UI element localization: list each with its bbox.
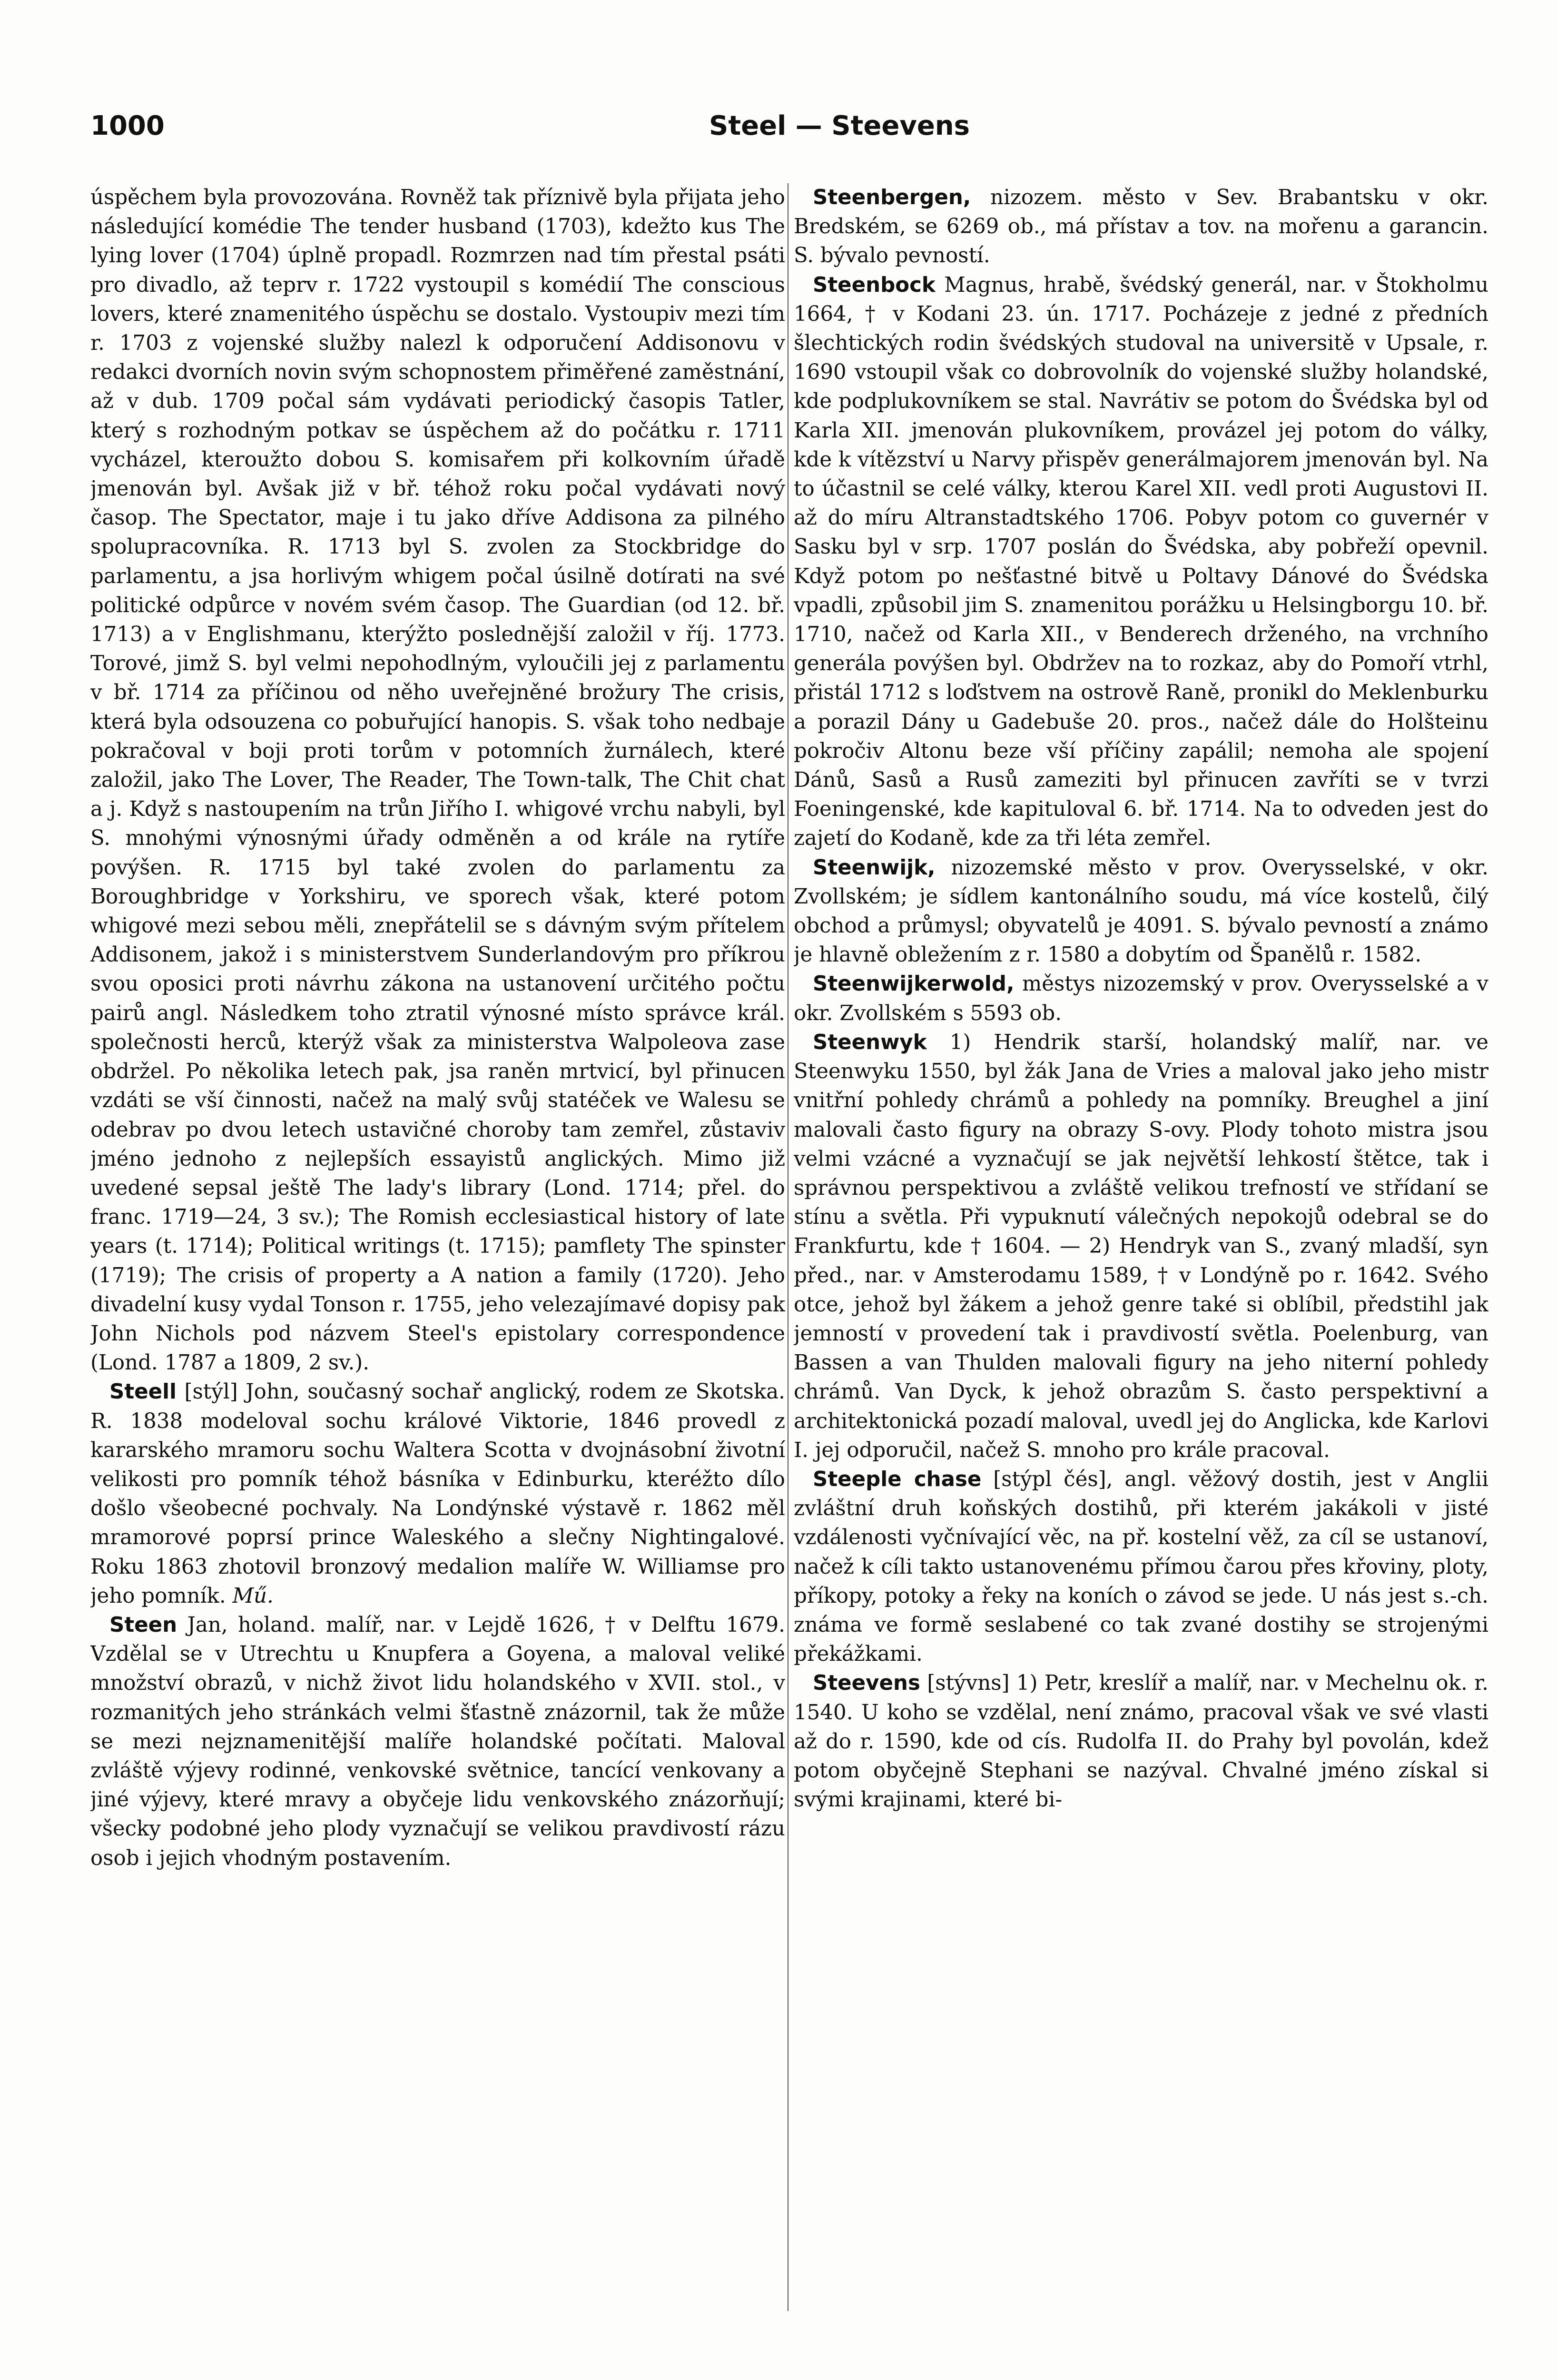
- right-column: [794, 183, 1488, 2335]
- entry-text: [stýpl čés], angl. věžový dostih, jest v Anglii zvláštní druh koňských dostihů, při kterém jakákoli v jisté vzdálenosti vyčnívající věc, na př. kostelní věž, za cíl se ustanoví, načež k cíli takto ustanovenému přímou čarou přes křoviny, ploty, příkopy, potoky a řeky na koních o závod se jede. U nás jest s.-ch. známa ve formě seslabené co tak zvané dostihy se strojenými překážkami.: [794, 1467, 1488, 1666]
- entry-headword: Steen: [109, 1613, 177, 1637]
- entry-headword: Steenwijkerwold,: [813, 972, 1015, 996]
- page-header: [90, 110, 1485, 149]
- entry-headword: Steenwyk: [813, 1030, 927, 1054]
- entry-headword: Steell: [109, 1380, 177, 1404]
- entry-headword: Steenwijk,: [813, 855, 936, 880]
- entry-steenwyk: [794, 1028, 1488, 1465]
- running-head: Steel — Steevens: [709, 110, 970, 141]
- entry-text: nizozemské město v prov. Overysselské, v okr. Zvollském; je sídlem kantonálního soudu, má více kostelů, čilý obchod a průmysl; obyvatelů je 4091. S. bývalo pevností a známo je hlavně obležením z r. 1580 a dobytím od Španělů r. 1582.: [794, 855, 1488, 967]
- entry-steenwijk: [794, 853, 1488, 970]
- entry-text: 1) Hendrik starší, holandský malíř, nar. ve Steenwyku 1550, byl žák Jana de Vries a maloval jako jeho mistr vnitřní pohledy chrámů a pohledy na pomníky. Breughel a jiní malovali často figury na obrazy S-ovy. Plody tohoto mistra jsou velmi vzácné a vyznačují se jak největší lehkostí štětce, tak i správnou perspektivou a zvláště velikou trefností ve střídaní se stínu a světla. Při vypuknutí válečných nepokojů odebral se do Frankfurtu, kde † 1604. — 2) Hendryk van S., zvaný mladší, syn před., nar. v Amsterodamu 1589, † v Londýně po r. 1642. Svého otce, jehož byl žákem a jehož genre také si oblíbil, předstihl jak jemností v provedení tak i pravdivostí světla. Poelenburg, van Bassen a van Thulden malovali figury na jeho niterní pohledy chrámů. Van Dyck, k jehož obrazům S. často perspektivní a architektonická pozadí maloval, uvedl jej do Anglicka, kde Karlovi I. jej odporučil, načež S. mnoho pro krále pracoval.: [794, 1030, 1488, 1462]
- page-number: 1000: [90, 110, 165, 141]
- entry-signature: Mű.: [232, 1584, 274, 1608]
- entry-text: [stývns] 1) Petr, kreslíř a malíř, nar. v Mechelnu ok. r. 1540. U koho se vzdělal, není známo, pracoval však ve své vlasti až do r. 1590, kde od cís. Rudolfa II. do Prahy byl povolán, kdež potom obyčejně Stephani se nazýval. Chvalné jméno získal si svými krajinami, které bi-: [794, 1671, 1488, 1812]
- entry-steenbergen: [794, 183, 1488, 271]
- entry-text: městys nizozemský v prov. Overysselské a v okr. Zvollském s 5593 ob.: [794, 972, 1488, 1025]
- entry-text: nizozem. město v Sev. Brabantsku v okr. Bredském, se 6269 ob., má přístav a tov. na mořenu a garancin. S. bývalo pevností.: [794, 186, 1488, 268]
- entry-steevens: [794, 1669, 1488, 1815]
- entry-steenwijkerwold: [794, 970, 1488, 1028]
- entry-text: [stýl] John, současný sochař anglický, rodem ze Skotska. R. 1838 modeloval sochu králové Viktorie, 1846 provedl z kararského mramoru sochu Waltera Scotta v dvojnásobní životní velikosti pro pomník téhož básníka v Edinburku, kteréžto dílo došlo všeobecné pochvaly. Na Londýnské výstavě r. 1862 měl mramorové poprsí prince Waleského a slečny Nightingalové. Roku 1863 zhotovil bronzový medalion malíře W. Williamse pro jeho pomník.: [90, 1380, 785, 1608]
- left-column: [90, 183, 785, 2335]
- entry-steen: [90, 1611, 785, 1873]
- entry-headword: Steeple chase: [813, 1467, 982, 1491]
- entry-text: Jan, holand. malíř, nar. v Lejdě 1626, † v Delftu 1679. Vzdělal se v Utrechtu u Knupfera a Goyena, a maloval veliké množství obrazů, v nichž život lidu holandského v XVII. stol., v rozmanitých jeho stránkách velmi šťastně znázornil, tak že může se mezi nejznamenitější malíře holandské počítati. Maloval zvláště výjevy rodinné, venkovské světnice, tancící venkovany a jiné výjevy, které mravy a obyčeje lidu venkovského znázorňují; všecky podobné jeho plody vyznačují se velikou pravdivostí rázu osob i jejich vhodným postavením.: [90, 1613, 785, 1870]
- entry-text: Magnus, hrabě, švédský generál, nar. v Štokholmu 1664, † v Kodani 23. ún. 1717. Pocházeje z jedné z předních šlechtických rodin švédských studoval na universitě v Upsale, r. 1690 vstoupil však co dobrovolník do vojenské služby holandské, kde podplukovníkem se stal. Navrátiv se potom do Švédska byl od Karla XII. jmenován plukovníkem, provázel jej potom do války, kde k vítězství u Narvy přispěv generálmajorem jmenován byl. Na to účastnil se celé války, kterou Karel XII. vedl proti Augustovi II. až do míru Altranstadtského 1706. Pobyv potom co guvernér v Sasku byl v srp. 1707 poslán do Švédska, aby pobřeží opevnil. Když potom po nešťastné bitvě u Poltavy Dánové do Švédska vpadli, způsobil jim S. znamenitou porážku u Helsingborgu 10. bř. 1710, načež od Karla XII., v Benderech drženého, na vrchního generála povýšen byl. Obdržev na to rozkaz, aby do Pomoří vtrhl, přistál 1712 s loďstvem na ostrově Raně, pronikl do Meklenburku a porazil Dány u Gadebuše 20. pros., načež dále do Holšteinu pokročiv Altonu beze vší příčiny zapálil; nemoha ale spojení Dánů, Sasů a Rusů zameziti byl přinucen zavříti se v tvrzi Foeningenské, kde kapituloval 6. bř. 1714. Na to odveden jest do zajetí do Kodaně, kde za tři léta zemřel.: [794, 273, 1488, 851]
- entry-steenbock: [794, 271, 1488, 853]
- entry-headword: Steenbergen,: [813, 186, 971, 209]
- entry-headword: Steevens: [813, 1671, 920, 1696]
- entry-steel-continuation: [90, 183, 785, 1378]
- entry-steeple-chase: [794, 1465, 1488, 1669]
- entry-text: úspěchem byla provozována. Rovněž tak příznivě byla přijata jeho následující komédie The tender husband (1703), kdežto kus The lying lover (1704) úplně propadl. Rozmrzen nad tím přestal psáti pro divadlo, až teprv r. 1722 vystoupil s komédií The conscious lovers, které znamenitého úspěchu se dostalo. Vystoupiv mezi tím r. 1703 z vojenské služby nalezl k odporučení Addisonovu v redakci dvorních novin svým schopnostem přiměřené zaměstnání, až v dub. 1709 počal sám vydávati periodický časopis Tatler, který s rozhodným potkav se úspěchem až do počátku r. 1711 vycházel, kteroužto dobou S. komisařem při kolkovním úřadě jmenován byl. Avšak již v bř. téhož roku počal vydávati nový časop. The Spectator, maje i tu jako dříve Addisona za pilného spolupracovníka. R. 1713 byl S. zvolen za Stockbridge do parlamentu, a jsa horlivým whigem počal úsilně dotírati na své politické odpůrce v novém svém časop. The Guardian (od 12. bř. 1713) a v Englishmanu, kterýžto poslednější založil v říj. 1773. Torové, jimž S. byl velmi nepohodlným, vyloučili jej z parlamentu v bř. 1714 za příčinou od něho uveřejněné brožury The crisis, která byla odsouzena co pobuřující hanopis. S. však toho nedbaje pokračoval v boji proti torům v potomních žurnálech, které založil, jako The Lover, The Reader, The Town-talk, The Chit chat a j. Když s nastoupením na trůn Jiřího I. whigové vrchu nabyli, byl S. mnohými výnosnými úřady odměněn a od krále na rytíře povýšen. R. 1715 byl také zvolen do parlamentu za Boroughbridge v Yorkshiru, ve sporech však, které potom whigové mezi sebou měli, znepřátelil se s dávným svým přítelem Addisonem, jakož i s ministerstvem Sunderlandovým pro příkrou svou oposici proti návrhu zákona na ustanovení určitého počtu pairů angl. Následkem toho ztratil výnosné místo správce král. společnosti herců, kterýž však za ministerstva Walpoleova zase obdržel. Po několika letech pak, jsa raněn mrtvicí, byl přinucen vzdáti se vší činnosti, načež na malý svůj statéček ve Walesu se odebrav po dvou letech ustavičné choroby tam zemřel, zůstaviv jméno jednoho z nejlepších essayistů anglických. Mimo již uvedené sepsal ještě The lady's library (Lond. 1714; přel. do franc. 1719—24, 3 sv.); The Romish ecclesiastical history of late years (t. 1714); Political writings (t. 1715); pamflety The spinster (1719); The crisis of property a A nation a family (1720). Jeho divadelní kusy vydal Tonson r. 1755, jeho velezajímavé dopisy pak John Nichols pod názvem Steel's epistolary correspondence (Lond. 1787 a 1809, 2 sv.).: [90, 186, 785, 1375]
- entry-steell: [90, 1378, 785, 1611]
- entry-headword: Steenbock: [813, 273, 936, 297]
